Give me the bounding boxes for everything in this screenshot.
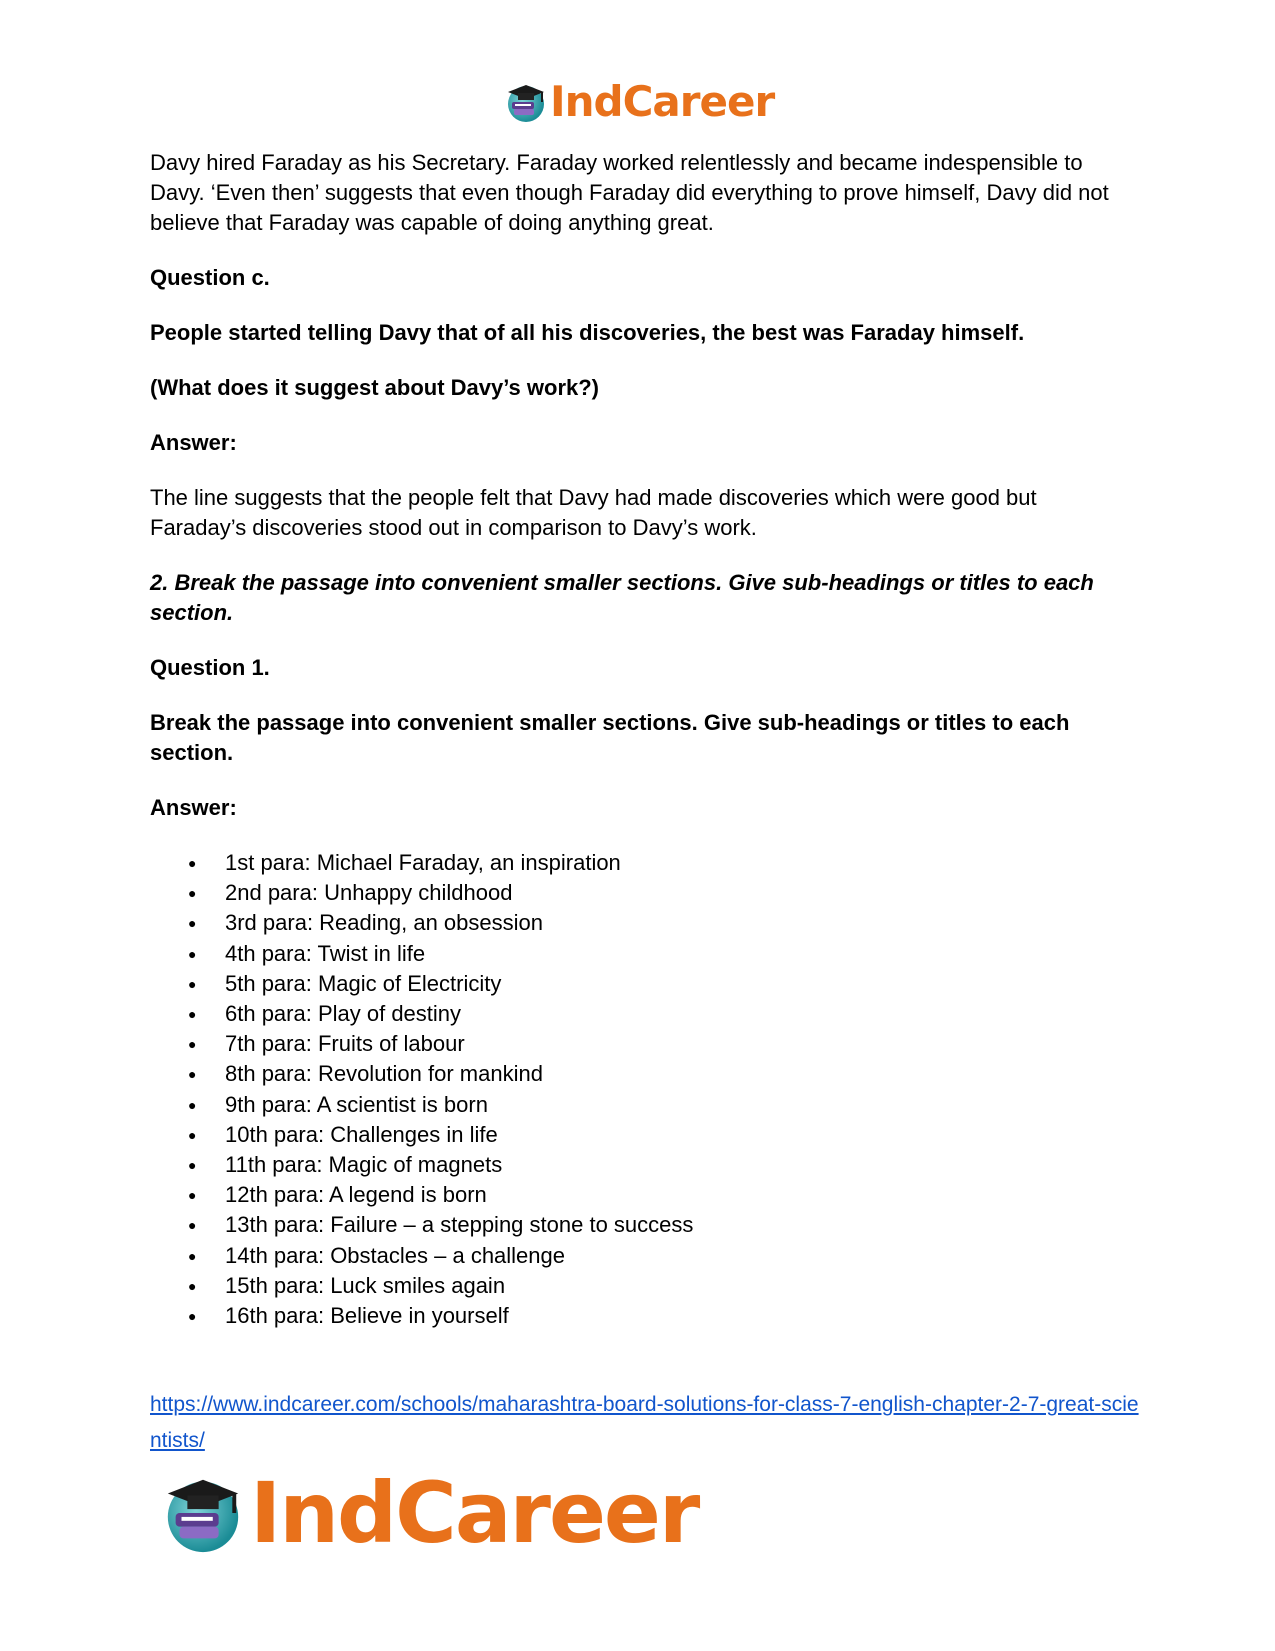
list-item: ● 5th para: Magic of Electricity: [150, 969, 1130, 999]
footer-logo: [160, 1464, 699, 1562]
header-logo: [504, 77, 775, 126]
list-item: ● 7th para: Fruits of labour: [150, 1029, 1130, 1059]
list-item: ● 16th para: Believe in yourself: [150, 1301, 1130, 1331]
exercise-heading: 2. Break the passage into convenient smaller sections. Give sub-headings or titles to each section.: [150, 570, 1094, 625]
document-body: [150, 148, 1130, 1331]
list-item: ● 8th para: Revolution for mankind: [150, 1059, 1130, 1089]
list-item: ● 11th para: Magic of magnets: [150, 1150, 1130, 1180]
source-link[interactable]: https://www.indcareer.com/schools/maharashtra-board-solutions-for-class-7-english-chapter-2-7-great-scientists/: [150, 1393, 1139, 1452]
answer-paragraph: The line suggests that the people felt that Davy had made discoveries which were good but Faraday’s discoveries stood out in comparison to Davy’s work.: [150, 485, 1037, 540]
list-item: ● 12th para: A legend is born: [150, 1180, 1130, 1210]
list-item: ● 9th para: A scientist is born: [150, 1090, 1130, 1120]
question-1-label: Question 1.: [150, 655, 270, 680]
answer-label: Answer:: [150, 430, 237, 455]
question-c-statement: People started telling Davy that of all his discoveries, the best was Faraday himself.: [150, 320, 1025, 345]
graduate-globe-icon: [504, 80, 548, 124]
section-list: [150, 848, 1130, 1331]
brand-name: IndCareer: [550, 77, 775, 126]
list-item: ● 6th para: Play of destiny: [150, 999, 1130, 1029]
question-1-text: Break the passage into convenient smaller sections. Give sub-headings or titles to each section.: [150, 710, 1070, 765]
list-item: ● 3rd para: Reading, an obsession: [150, 908, 1130, 938]
intro-paragraph: Davy hired Faraday as his Secretary. Faraday worked relentlessly and became indespensible to Davy. ‘Even then’ suggests that even though Faraday did everything to prove himself, Davy did not believe that Faraday was capable of doing anything great.: [150, 150, 1109, 235]
list-item: ● 14th para: Obstacles – a challenge: [150, 1241, 1130, 1271]
list-item: ● 10th para: Challenges in life: [150, 1120, 1130, 1150]
graduate-globe-icon: [160, 1470, 246, 1556]
list-item: ● 4th para: Twist in life: [150, 939, 1130, 969]
question-c-prompt: (What does it suggest about Davy’s work?): [150, 375, 600, 400]
question-c-label: Question c.: [150, 265, 270, 290]
list-item: ● 15th para: Luck smiles again: [150, 1271, 1130, 1301]
brand-name: IndCareer: [250, 1464, 699, 1562]
list-item: ● 13th para: Failure – a stepping stone to success: [150, 1210, 1130, 1240]
list-item: ● 2nd para: Unhappy childhood: [150, 878, 1130, 908]
answer-label: Answer:: [150, 795, 237, 820]
list-item: ● 1st para: Michael Faraday, an inspiration: [150, 848, 1130, 878]
